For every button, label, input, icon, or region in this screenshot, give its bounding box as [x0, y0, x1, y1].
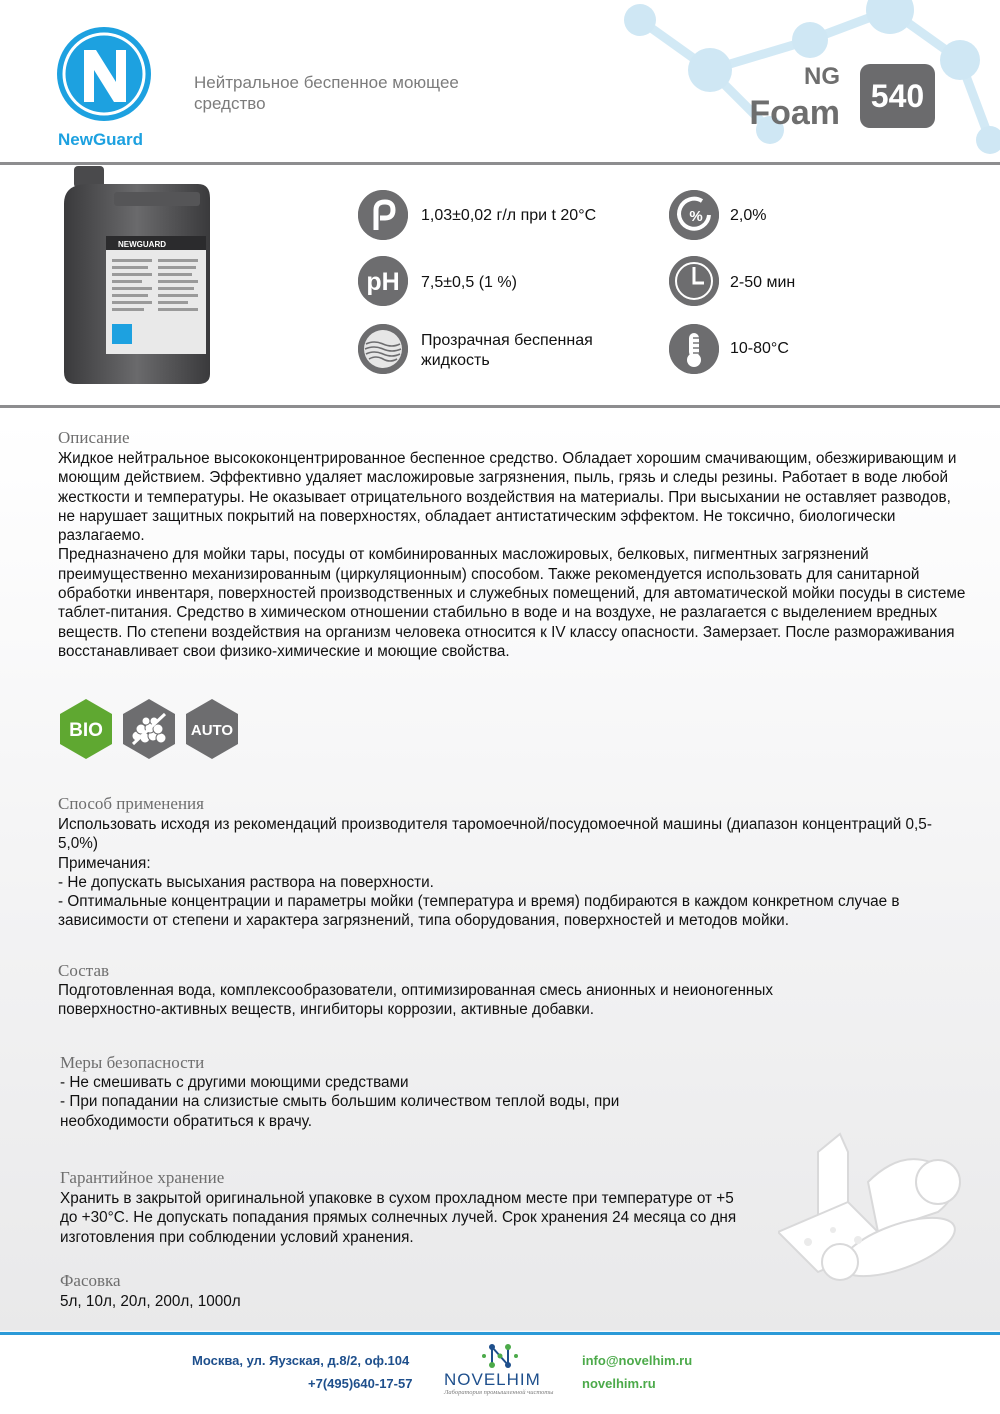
description-title: Описание	[58, 428, 130, 447]
food-illustration-icon	[778, 1122, 968, 1292]
concentration-value: 2,0%	[730, 207, 767, 224]
safety-body	[60, 1073, 700, 1131]
auto-badge-icon	[184, 698, 240, 760]
safety-title: Меры безопасности	[60, 1053, 205, 1072]
composition-body: Подготовленная вода, комплексообразователи, оптимизированная смесь анионных и неионогенных поверхностно-активных веществ, ингибиторы коррозии, активные добавки.	[58, 982, 773, 1019]
ph-icon-text: pH	[366, 268, 400, 296]
footer-address: Москва, ул. Яузская, д.8/2, оф.104	[192, 1353, 410, 1368]
ph-value: 7,5±0,5 (1 %)	[421, 274, 517, 291]
product-code-name: Foam	[749, 94, 840, 132]
ph-icon	[358, 256, 408, 306]
clock-icon	[669, 256, 719, 306]
footer-email[interactable]: info@novelhim.ru	[582, 1353, 693, 1368]
usage-line: - Не допускать высыхания раствора на поверхности.	[58, 873, 434, 891]
usage-title: Способ применения	[58, 794, 204, 813]
description-body	[58, 449, 968, 661]
storage-body: Хранить в закрытой оригинальной упаковке в сухом прохладном месте при температуре от +5 до +30°C. Не допускать попадания прямых солнечных лучей. Срок хранения 24 месяца со дня изготовления при соблюдении условий хранения.	[60, 1190, 737, 1246]
bio-badge-icon	[58, 698, 114, 760]
footer-website[interactable]: novelhim.ru	[582, 1376, 656, 1391]
usage-line: - Оптимальные концентрации и параметры мойки (температура и время) подбираются в каждом конкретном случае в зависимости от степени и характера загрязнений, типа оборудования, поверхностей и методов мойки.	[58, 893, 900, 930]
svg-text:%: %	[689, 208, 703, 225]
density-value: 1,03±0,02 г/л при t 20°C	[421, 207, 597, 224]
auto-badge-text: AUTO	[190, 722, 234, 739]
canister-label-brand: NEWGUARD	[118, 240, 166, 249]
composition-title: Состав	[58, 961, 110, 980]
description-paragraph: Предназначено для мойки тары, посуды от комбинированных масложировых, белковых, пигментных загрязнений преимущественно механизированным (циркуляционным) способом. Также рекомендуется использовать для санитарной обработки инвентаря, поверхностей производственных и служебных помещений, для автоматической мойки посуды в системе таблет-питания. Средство в химическом отношении стабильно в воде и на воздухе, не разлагается с выделением вредных веществ. По степени воздействия на организм человека относится к IV классу опасности. Замерзает. После размораживания восстанавливает свои физико-химические и моющие свойства.	[58, 546, 966, 660]
product-divider	[0, 405, 1000, 408]
safety-line: - При попадании на слизистые смыть большим количеством теплой воды, при необходимости обратиться к врачу.	[60, 1093, 620, 1130]
novelhim-logo-icon	[480, 1341, 520, 1371]
time-value: 2-50 мин	[730, 274, 796, 291]
canister-image	[58, 164, 216, 386]
packaging-body: 5л, 10л, 20л, 200л, 1000л	[60, 1293, 241, 1310]
bio-badge-text: BIO	[69, 720, 103, 741]
safety-line: - Не смешивать с другими моющими средствами	[60, 1074, 409, 1091]
no-foam-badge-icon	[121, 698, 177, 760]
page-header	[0, 0, 1000, 162]
usage-line: Примечания:	[58, 854, 151, 872]
concentration-icon	[669, 190, 719, 240]
footer-divider	[0, 1332, 1000, 1335]
novelhim-company: NOVELHIM	[444, 1370, 541, 1389]
thermometer-icon	[669, 324, 719, 374]
packaging-title: Фасовка	[60, 1271, 121, 1290]
footer-phone[interactable]: +7(495)640-17-57	[308, 1376, 413, 1391]
product-code-number: 540	[860, 64, 935, 128]
density-icon	[358, 190, 408, 240]
storage-title: Гарантийное хранение	[60, 1168, 225, 1187]
usage-body	[58, 815, 938, 931]
temperature-value: 10-80°C	[730, 340, 789, 357]
product-subtitle: Нейтральное беспенное моющее средство	[194, 73, 459, 113]
novelhim-tagline: Лаборатория промышленной чистоты	[444, 1389, 554, 1396]
description-paragraph: Жидкое нейтральное высококонцентрированное беспенное средство. Обладает хорошим смачивающим, обезжиривающим и моющим действием. Эффективно удаляет масложировые загрязнения, пыль, грязь и следы резины. Работает в воде любой жесткости и температуры. Не оказывает отрицательного воздействия на материалы. При высыхании не оставляет разводов, не нарушает защитных покрытий на поверхностях, обладает антистатическим эффектом. Не токсично, биологически разлагаемо.	[58, 450, 957, 545]
brand-name: NewGuard	[58, 130, 144, 149]
product-code-prefix: NG	[804, 63, 840, 90]
usage-line: Использовать исходя из рекомендаций производителя таромоечной/посудомоечной машины (диапазон концентраций 0,5-5,0%)	[58, 816, 932, 853]
liquid-icon	[358, 324, 408, 374]
appearance-value: Прозрачная беспенная жидкость	[421, 332, 593, 369]
